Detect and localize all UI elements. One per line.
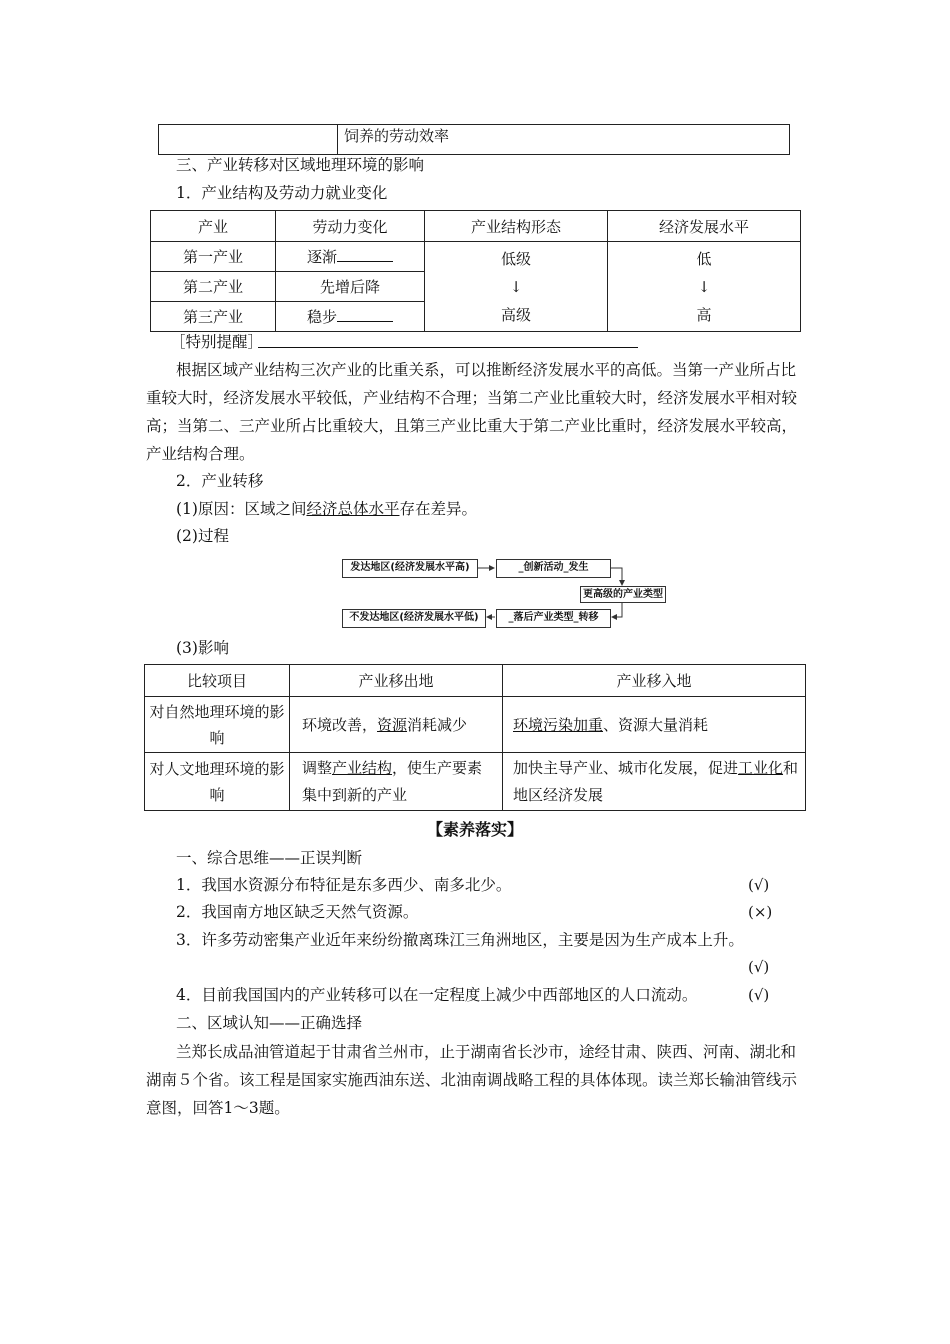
process-label: (2)过程 <box>176 527 229 545</box>
down-arrow-icon: ↓ <box>697 277 711 296</box>
impact-label: (3)影响 <box>176 639 229 657</box>
cell-underlined: 工业化 <box>738 758 784 777</box>
arrow-higher-to-backward <box>612 601 622 617</box>
economy-high: 高 <box>696 305 712 324</box>
section-heading: 三、产业转移对区域地理环境的影响 <box>176 156 425 174</box>
cell-text: 环境改善， <box>302 716 378 734</box>
judge-mark: (√) <box>748 986 770 1004</box>
structure-low: 低级 <box>500 249 531 268</box>
table-header: 比较项目 <box>145 665 290 697</box>
judge-item: 4．目前我国国内的产业转移可以在一定程度上减少中西部地区的人口流动。 <box>176 986 698 1004</box>
judge-mark: (×) <box>748 903 773 921</box>
undeveloped-region-box: 不发达地区(经济发展水平低) <box>342 609 486 628</box>
top-table-cell: 饲养的劳动效率 <box>338 125 790 155</box>
judge-mark: (√) <box>748 958 770 976</box>
practice-title: 【素养落实】 <box>426 820 523 839</box>
judge-item: 2．我国南方地区缺乏天然气资源。 <box>176 903 419 921</box>
judge-item: 3．许多劳动密集产业近年来纷纷撤离珠江三角洲地区，主要是因为生产成本上升。 <box>176 931 744 949</box>
arrow-innovation-to-higher <box>610 568 622 585</box>
table-header-row <box>145 665 806 697</box>
compare-item-cell: 对人文地理环境的影响 <box>145 753 290 811</box>
subheading-structure: 1．产业结构及劳动力就业变化 <box>176 184 388 202</box>
cell-text: 加快主导产业、城市化发展，促进 <box>513 758 739 777</box>
cell-underlined: 环境污染加重 <box>513 716 604 734</box>
out-region-cell <box>290 697 503 753</box>
cell-text: 消耗减少 <box>407 716 468 734</box>
subheading-transfer: 2．产业转移 <box>176 472 264 490</box>
judge-item: 1．我国水资源分布特征是东多西少、南多北少。 <box>176 876 512 894</box>
reason-suffix: 存在差异。 <box>399 500 477 518</box>
economy-low: 低 <box>696 249 712 268</box>
impact-table <box>144 664 806 811</box>
passage-paragraph: 兰郑长成品油管道起于甘肃省兰州市，止于湖南省长沙市，途经甘肃、陕西、河南、湖北和湖南５个省。该工程是国家实施西油东送、北油南调战略工程的具体体现。读兰郑长输油管线示意图，回答1～3题。 <box>146 1043 798 1117</box>
table-header: 产业移入地 <box>503 665 806 697</box>
practice-part1: 一、综合思维——正误判断 <box>176 849 363 867</box>
table-header: 产业移出地 <box>290 665 503 697</box>
labor-cell: 先增后降 <box>276 272 425 302</box>
industry-cell: 第三产业 <box>151 302 276 332</box>
table-header: 劳动力变化 <box>276 211 425 242</box>
practice-part2: 二、区域认知——正确选择 <box>176 1014 363 1032</box>
note-title: ［特别提醒］ <box>170 333 264 351</box>
cell-text: ，使生产要素集中到新的产业 <box>302 758 483 804</box>
backward-industry-box: _落后产业类型_转移 <box>496 609 611 628</box>
industry-cell: 第二产业 <box>151 272 276 302</box>
compare-item-cell: 对自然地理环境的影响 <box>145 697 290 753</box>
labor-text: 逐渐 <box>306 248 337 266</box>
innovation-box: _创新活动_发生 <box>496 559 611 578</box>
reason-underlined: 经济总体水平 <box>306 500 400 518</box>
table-row <box>145 697 806 753</box>
cell-text: 、资源大量消耗 <box>603 716 709 734</box>
labor-text: 稳步 <box>306 308 337 326</box>
table-row <box>145 753 806 811</box>
note-paragraph: 根据区域产业结构三次产业的比重关系，可以推断经济发展水平的高低。当第一产业所占比重较大时，经济发展水平较低，产业结构不合理；当第二产业比重较大时，经济发展水平相对较高；当第二、三产业所占比重较大，且第三产业比重大于第二产业比重时，经济发展水平较高，产业结构合理。 <box>146 361 798 463</box>
structure-high: 高级 <box>500 305 531 324</box>
cell-text: 和地区经济发展 <box>513 758 799 804</box>
table-header: 产业 <box>151 211 276 242</box>
table-header: 产业结构形态 <box>425 211 608 242</box>
judge-mark: (√) <box>748 876 770 894</box>
in-region-cell <box>503 697 806 753</box>
industry-cell: 第一产业 <box>151 242 276 272</box>
cell-text: 调整 <box>302 758 333 777</box>
developed-region-box: 发达地区(经济发展水平高) <box>342 559 478 578</box>
in-region-cell <box>503 753 806 811</box>
out-region-cell <box>290 753 503 811</box>
table-header: 经济发展水平 <box>608 211 801 242</box>
reason-prefix: (1)原因：区域之间 <box>176 500 307 518</box>
higher-industry-box: 更高级的产业类型 <box>580 586 666 603</box>
cell-underlined: 产业结构 <box>332 758 393 777</box>
cell-underlined: 资源 <box>377 716 408 734</box>
down-arrow-icon: ↓ <box>509 277 523 296</box>
